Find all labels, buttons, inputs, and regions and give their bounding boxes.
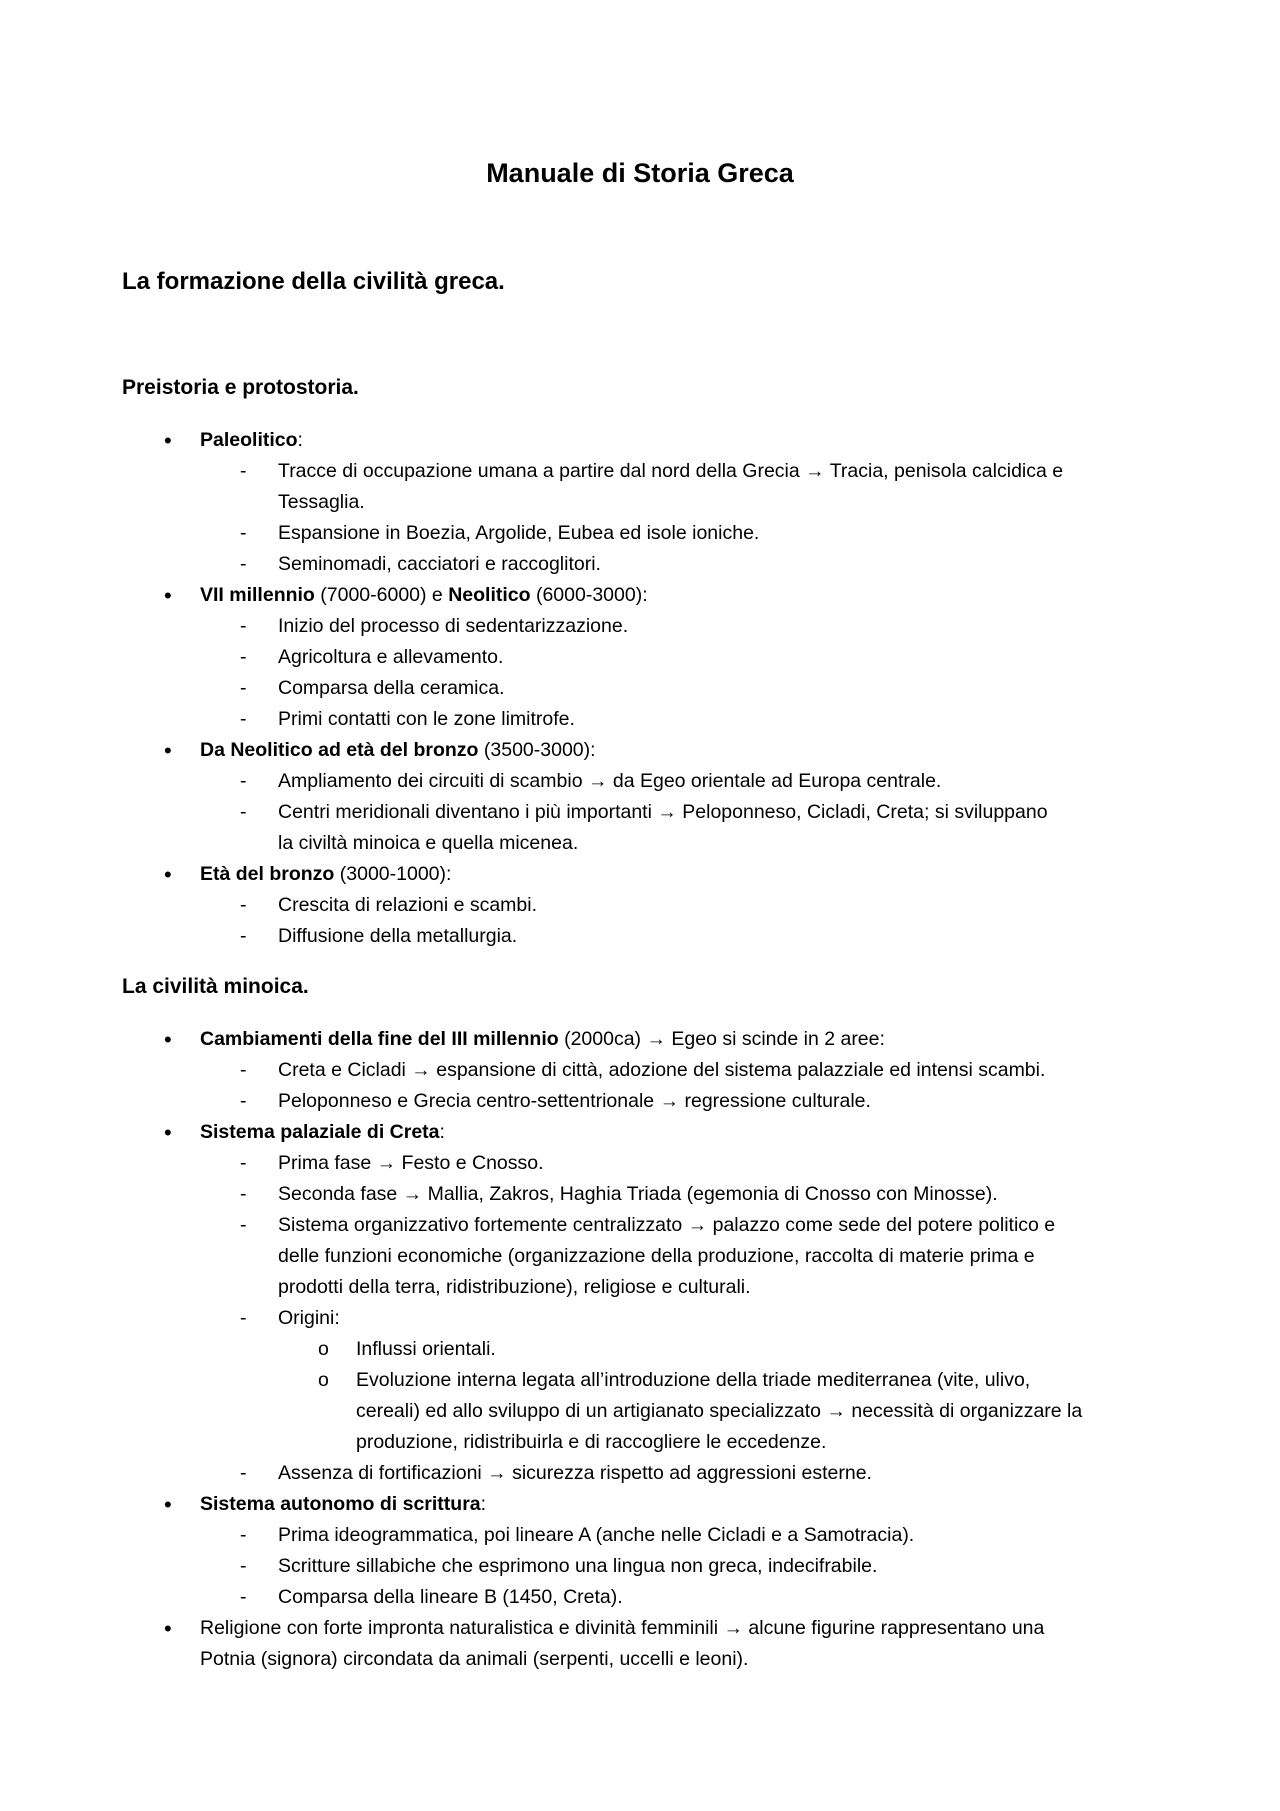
list-item: Comparsa della lineare B (1450, Creta). [278,1586,623,1608]
list-item-continuation: delle funzioni economiche (organizzazione della produzione, raccolta di materie prima e [278,1245,1035,1267]
dash-marker: - [240,925,247,947]
dash-marker: - [240,522,247,544]
bullet-marker: • [164,1027,172,1052]
list-item: Prima ideogrammatica, poi lineare A (anche nelle Cicladi e a Samotracia). [278,1524,915,1546]
list-item: Origini: [278,1307,340,1329]
section-heading-minoica: La civilità minoica. [122,975,309,998]
dash-marker: - [240,1090,247,1112]
main-heading: La formazione della civilità greca. [122,268,505,295]
dash-marker: - [240,646,247,668]
bullet-religione: Religione con forte impronta naturalistica e divinità femminili → alcune figurine rappresentano una [200,1617,1045,1639]
bullet-marker: • [164,1616,172,1641]
list-item: Crescita di relazioni e scambi. [278,894,538,916]
dash-marker: - [240,801,247,823]
dash-marker: - [240,677,247,699]
list-item: Assenza di fortificazioni → sicurezza rispetto ad aggressioni esterne. [278,1462,872,1484]
bullet-neolitico-bronzo: Da Neolitico ad età del bronzo (3500-3000): [200,739,596,761]
bullet-vii-millennio: VII millennio (7000-6000) e Neolitico (6000-3000): [200,584,648,606]
list-item: Creta e Cicladi → espansione di città, adozione del sistema palazziale ed intensi scambi. [278,1059,1046,1081]
list-item: Seminomadi, cacciatori e raccoglitori. [278,553,601,575]
list-item: Agricoltura e allevamento. [278,646,504,668]
list-item: Inizio del processo di sedentarizzazione. [278,615,629,637]
bullet-paleolitico: Paleolitico: [200,429,303,451]
dash-marker: - [240,1183,247,1205]
list-item: Peloponneso e Grecia centro-settentrionale → regressione culturale. [278,1090,871,1112]
sub-list-item-continuation: produzione, ridistribuirla e di raccogliere le eccedenze. [356,1431,827,1453]
dash-marker: - [240,1555,247,1577]
bullet-marker: • [164,428,172,453]
list-item: Diffusione della metallurgia. [278,925,518,947]
dash-marker: - [240,1152,247,1174]
dash-marker: - [240,1524,247,1546]
section-heading-preistoria: Preistoria e protostoria. [122,376,359,399]
dash-marker: - [240,708,247,730]
sub-list-item: Influssi orientali. [356,1338,496,1360]
bullet-marker: • [164,583,172,608]
list-item: Scritture sillabiche che esprimono una lingua non greca, indecifrabile. [278,1555,878,1577]
sub-list-item: Evoluzione interna legata all’introduzione della triade mediterranea (vite, ulivo, [356,1369,1031,1391]
list-item: Comparsa della ceramica. [278,677,505,699]
bullet-marker: • [164,1492,172,1517]
dash-marker: - [240,770,247,792]
dash-marker: - [240,1586,247,1608]
list-item: Prima fase → Festo e Cnosso. [278,1152,544,1174]
circle-marker: o [318,1369,329,1391]
dash-marker: - [240,1462,247,1484]
bullet-sistema-scrittura: Sistema autonomo di scrittura: [200,1493,487,1515]
bullet-marker: • [164,862,172,887]
dash-marker: - [240,1059,247,1081]
dash-marker: - [240,615,247,637]
dash-marker: - [240,460,247,482]
list-item-continuation: la civiltà minoica e quella micenea. [278,832,579,854]
dash-marker: - [240,1307,247,1329]
list-item: Espansione in Boezia, Argolide, Eubea ed isole ioniche. [278,522,760,544]
list-item: Centri meridionali diventano i più importanti → Peloponneso, Cicladi, Creta; si sviluppano [278,801,1048,823]
document-title: Manuale di Storia Greca [486,158,794,188]
bullet-marker: • [164,1120,172,1145]
bullet-cambiamenti: Cambiamenti della fine del III millennio (2000ca) → Egeo si scinde in 2 aree: [200,1028,885,1050]
dash-marker: - [240,894,247,916]
list-item-continuation: Tessaglia. [278,491,365,513]
bullet-bronzo: Età del bronzo (3000-1000): [200,863,452,885]
list-item: Primi contatti con le zone limitrofe. [278,708,575,730]
bullet-sistema-palaziale: Sistema palaziale di Creta: [200,1121,445,1143]
sub-list-item-continuation: cereali) ed allo sviluppo di un artigianato specializzato → necessità di organizzare la [356,1400,1083,1422]
dash-marker: - [240,553,247,575]
list-item: Ampliamento dei circuiti di scambio → da Egeo orientale ad Europa centrale. [278,770,942,792]
circle-marker: o [318,1338,329,1360]
list-item: Tracce di occupazione umana a partire dal nord della Grecia → Tracia, penisola calcidica e [278,460,1064,482]
dash-marker: - [240,1214,247,1236]
list-item-continuation: prodotti della terra, ridistribuzione), religiose e culturali. [278,1276,751,1298]
bullet-marker: • [164,738,172,763]
bullet-continuation: Potnia (signora) circondata da animali (serpenti, uccelli e leoni). [200,1648,749,1670]
list-item: Seconda fase → Mallia, Zakros, Haghia Triada (egemonia di Cnosso con Minosse). [278,1183,998,1205]
list-item: Sistema organizzativo fortemente centralizzato → palazzo come sede del potere politico e [278,1214,1056,1236]
